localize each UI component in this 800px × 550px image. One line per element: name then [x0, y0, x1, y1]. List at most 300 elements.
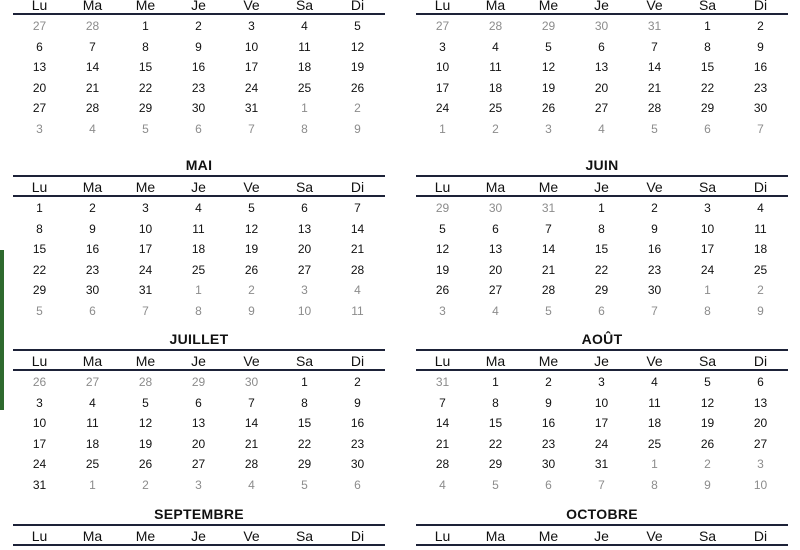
day-cell: 28	[244, 457, 259, 472]
day-cell: 20	[594, 80, 609, 95]
adjacent-month-day: 6	[89, 304, 96, 318]
day-cell: 21	[435, 436, 450, 451]
day-cell: 9	[354, 395, 361, 410]
day-cell: 13	[488, 242, 503, 257]
adjacent-month-day: 2	[354, 101, 361, 116]
weekday-label: Me	[538, 179, 559, 195]
day-cell: 23	[191, 80, 206, 95]
weekday-label: Ve	[646, 0, 663, 13]
adjacent-month-day: 4	[89, 122, 96, 136]
adjacent-month-day: 28	[488, 19, 503, 33]
adjacent-month-day: 7	[651, 304, 658, 318]
adjacent-month-day: 2	[492, 122, 499, 136]
day-cell: 14	[85, 60, 100, 75]
day-cell: 15	[700, 60, 715, 75]
day-cell: 28	[85, 101, 100, 116]
day-cell: 13	[32, 60, 47, 75]
weekday-label: Je	[594, 353, 609, 369]
day-cell: 4	[757, 201, 764, 215]
day-cell: 13	[297, 221, 312, 236]
adjacent-month-day: 8	[195, 304, 202, 318]
adjacent-month-day: 3	[545, 122, 552, 136]
adjacent-month-day: 6	[545, 478, 552, 492]
adjacent-month-day: 5	[651, 122, 658, 136]
adjacent-month-day: 27	[435, 19, 450, 33]
day-cell: 5	[439, 221, 446, 236]
day-cell: 17	[435, 80, 450, 95]
day-cell: 11	[754, 221, 767, 236]
day-cell: 23	[350, 436, 365, 451]
day-cell: 10	[138, 221, 153, 236]
day-cell: 25	[85, 457, 100, 472]
day-cell: 5	[545, 39, 552, 54]
day-cell: 5	[704, 375, 711, 389]
weekday-label: Lu	[434, 353, 451, 369]
day-cell: 15	[32, 242, 47, 257]
weekday-label: Di	[350, 179, 365, 195]
day-cell: 18	[191, 242, 206, 257]
adjacent-month-day: 2	[142, 478, 149, 492]
weekday-header	[13, 524, 385, 546]
day-cell: 8	[704, 39, 711, 54]
day-cell: 27	[191, 457, 206, 472]
weekday-label: Ve	[243, 528, 260, 544]
adjacent-month-day: 5	[492, 478, 499, 492]
day-cell: 23	[647, 262, 662, 277]
day-cell: 9	[651, 221, 658, 236]
adjacent-month-day: 7	[598, 478, 605, 492]
day-cell: 21	[647, 80, 662, 95]
day-cell: 10	[594, 395, 609, 410]
weekday-label: Di	[350, 0, 365, 13]
day-cell: 6	[36, 39, 43, 54]
weekday-header	[416, 524, 788, 546]
day-cell: 12	[435, 242, 450, 257]
day-cell: 21	[541, 262, 556, 277]
day-cell: 26	[700, 436, 715, 451]
day-cell: 30	[350, 457, 365, 472]
day-cell: 1	[36, 201, 43, 215]
adjacent-month-day: 27	[85, 375, 100, 389]
day-cell: 26	[435, 283, 450, 298]
day-cell: 25	[297, 80, 312, 95]
adjacent-month-day: 31	[541, 201, 556, 215]
day-cell: 25	[488, 101, 503, 116]
weekday-label: Ma	[485, 0, 506, 13]
day-cell: 29	[488, 457, 503, 472]
adjacent-month-day: 4	[248, 478, 255, 492]
weekday-label: Ma	[485, 528, 506, 544]
day-cell: 28	[647, 101, 662, 116]
day-cell: 30	[647, 283, 662, 298]
adjacent-month-day: 2	[757, 283, 764, 298]
day-cell: 3	[598, 375, 605, 389]
day-cell: 3	[704, 201, 711, 215]
day-cell: 11	[489, 60, 502, 75]
day-cell: 13	[753, 395, 768, 410]
day-cell: 14	[647, 60, 662, 75]
month-title: MAI	[185, 157, 213, 173]
month-title: SEPTEMBRE	[154, 506, 244, 522]
adjacent-month-day: 27	[32, 19, 47, 33]
day-cell: 20	[191, 436, 206, 451]
adjacent-month-day: 3	[757, 457, 764, 472]
day-cell: 9	[757, 39, 764, 54]
adjacent-month-day: 8	[651, 478, 658, 492]
day-cell: 24	[138, 262, 153, 277]
day-cell: 24	[244, 80, 259, 95]
day-cell: 11	[192, 221, 205, 236]
day-cell: 28	[435, 457, 450, 472]
day-cell: 22	[32, 262, 47, 277]
day-cell: 18	[647, 416, 662, 431]
adjacent-month-day: 5	[36, 304, 43, 318]
day-cell: 13	[594, 60, 609, 75]
day-cell: 30	[85, 283, 100, 298]
weekday-label: Di	[753, 353, 768, 369]
day-cell: 8	[492, 395, 499, 410]
day-cell: 5	[248, 201, 255, 215]
day-cell: 2	[354, 375, 361, 389]
weekday-label: Ve	[243, 0, 260, 13]
day-cell: 16	[85, 242, 100, 257]
day-cell: 7	[89, 39, 96, 54]
day-cell: 6	[492, 221, 499, 236]
adjacent-month-day: 1	[195, 283, 202, 298]
adjacent-month-day: 1	[439, 122, 446, 136]
day-cell: 22	[700, 80, 715, 95]
weekday-label: Sa	[698, 353, 717, 369]
day-cell: 14	[244, 416, 259, 431]
day-cell: 1	[301, 375, 308, 389]
day-cell: 25	[647, 436, 662, 451]
weekday-header	[13, 349, 385, 371]
day-cell: 28	[350, 262, 365, 277]
day-cell: 10	[435, 60, 450, 75]
adjacent-month-day: 4	[598, 122, 605, 136]
day-cell: 27	[594, 101, 609, 116]
day-cell: 3	[439, 39, 446, 54]
weekday-label: Lu	[434, 0, 451, 13]
day-cell: 22	[138, 80, 153, 95]
day-cell: 6	[195, 395, 202, 410]
day-cell: 25	[191, 262, 206, 277]
adjacent-month-day: 10	[753, 478, 768, 492]
day-cell: 4	[195, 201, 202, 215]
day-cell: 20	[488, 262, 503, 277]
day-cell: 20	[297, 242, 312, 257]
adjacent-month-day: 5	[545, 304, 552, 318]
adjacent-month-day: 28	[85, 19, 100, 33]
weekday-header	[13, 175, 385, 197]
day-cell: 18	[85, 436, 100, 451]
day-cell: 15	[594, 242, 609, 257]
adjacent-month-day: 3	[301, 283, 308, 298]
day-cell: 16	[191, 60, 206, 75]
weekday-header	[416, 0, 788, 15]
day-cell: 16	[350, 416, 365, 431]
adjacent-month-day: 6	[354, 478, 361, 492]
weekday-header	[416, 175, 788, 197]
weekday-header	[13, 0, 385, 15]
adjacent-month-day: 2	[704, 457, 711, 472]
day-cell: 23	[541, 436, 556, 451]
day-cell: 12	[244, 221, 259, 236]
day-cell: 31	[138, 283, 153, 298]
day-cell: 29	[138, 101, 153, 116]
day-cell: 4	[492, 39, 499, 54]
day-cell: 24	[32, 457, 47, 472]
day-cell: 15	[488, 416, 503, 431]
day-cell: 26	[138, 457, 153, 472]
adjacent-month-day: 1	[704, 283, 711, 298]
adjacent-month-day: 1	[89, 478, 96, 492]
adjacent-month-day: 11	[351, 304, 364, 318]
weekday-label: Me	[538, 0, 559, 13]
weekday-label: Di	[350, 353, 365, 369]
weekday-label: Me	[538, 528, 559, 544]
day-cell: 19	[138, 436, 153, 451]
adjacent-month-day: 10	[297, 304, 312, 318]
adjacent-month-day: 3	[195, 478, 202, 492]
day-cell: 2	[195, 19, 202, 33]
day-cell: 30	[191, 101, 206, 116]
adjacent-month-day: 4	[354, 283, 361, 298]
day-cell: 7	[439, 395, 446, 410]
day-cell: 18	[297, 60, 312, 75]
weekday-label: Je	[594, 528, 609, 544]
adjacent-month-day: 7	[757, 122, 764, 136]
day-cell: 31	[32, 478, 47, 492]
weekday-label: Me	[538, 353, 559, 369]
day-cell: 11	[86, 416, 99, 431]
weekday-label: Me	[135, 353, 156, 369]
day-cell: 22	[594, 262, 609, 277]
weekday-header	[416, 349, 788, 371]
adjacent-month-day: 9	[757, 304, 764, 318]
weekday-label: Je	[191, 0, 206, 13]
day-cell: 16	[753, 60, 768, 75]
day-cell: 14	[350, 221, 365, 236]
day-cell: 29	[700, 101, 715, 116]
weekday-label: Lu	[31, 353, 48, 369]
day-cell: 4	[301, 19, 308, 33]
day-cell: 2	[89, 201, 96, 215]
weekday-label: Sa	[698, 0, 717, 13]
adjacent-month-day: 2	[248, 283, 255, 298]
weekday-label: Ve	[243, 353, 260, 369]
adjacent-month-day: 4	[439, 478, 446, 492]
day-cell: 10	[700, 221, 715, 236]
adjacent-month-day: 30	[594, 19, 609, 33]
day-cell: 24	[700, 262, 715, 277]
adjacent-month-day: 6	[598, 304, 605, 318]
day-cell: 7	[651, 39, 658, 54]
weekday-label: Sa	[295, 528, 314, 544]
day-cell: 12	[350, 39, 365, 54]
adjacent-month-day: 3	[36, 122, 43, 136]
day-cell: 6	[598, 39, 605, 54]
day-cell: 26	[244, 262, 259, 277]
adjacent-month-day: 7	[142, 304, 149, 318]
adjacent-month-day: 30	[488, 201, 503, 215]
adjacent-month-day: 5	[142, 122, 149, 136]
adjacent-month-day: 1	[301, 101, 308, 116]
weekday-label: Ve	[646, 528, 663, 544]
adjacent-month-day: 29	[191, 375, 206, 389]
day-cell: 14	[541, 242, 556, 257]
day-cell: 26	[350, 80, 365, 95]
day-cell: 17	[244, 60, 259, 75]
weekday-label: Je	[594, 0, 609, 13]
day-cell: 24	[594, 436, 609, 451]
weekday-label: Je	[191, 179, 206, 195]
adjacent-month-day: 9	[354, 122, 361, 136]
adjacent-month-day: 6	[195, 122, 202, 136]
day-cell: 22	[488, 436, 503, 451]
day-cell: 23	[85, 262, 100, 277]
day-cell: 16	[647, 242, 662, 257]
day-cell: 17	[138, 242, 153, 257]
adjacent-month-day: 5	[301, 478, 308, 492]
day-cell: 11	[648, 395, 661, 410]
month-title: JUIN	[585, 157, 619, 173]
day-cell: 29	[594, 283, 609, 298]
day-cell: 7	[545, 221, 552, 236]
day-cell: 1	[704, 19, 711, 33]
day-cell: 21	[350, 242, 365, 257]
day-cell: 8	[598, 221, 605, 236]
day-cell: 15	[297, 416, 312, 431]
weekday-label: Me	[135, 528, 156, 544]
day-cell: 8	[36, 221, 43, 236]
weekday-label: Lu	[31, 528, 48, 544]
day-cell: 29	[297, 457, 312, 472]
weekday-label: Di	[753, 528, 768, 544]
adjacent-month-day: 3	[439, 304, 446, 318]
weekday-label: Ma	[485, 353, 506, 369]
adjacent-month-day: 30	[244, 375, 259, 389]
day-cell: 12	[700, 395, 715, 410]
adjacent-month-day: 9	[248, 304, 255, 318]
adjacent-month-day: 31	[647, 19, 662, 33]
day-cell: 21	[244, 436, 259, 451]
day-cell: 8	[301, 395, 308, 410]
day-cell: 18	[753, 242, 768, 257]
day-cell: 28	[541, 283, 556, 298]
weekday-label: Sa	[698, 179, 717, 195]
adjacent-month-day: 31	[435, 375, 450, 389]
day-cell: 30	[753, 101, 768, 116]
day-cell: 1	[598, 201, 605, 215]
weekday-label: Sa	[698, 528, 717, 544]
day-cell: 23	[753, 80, 768, 95]
weekday-label: Ma	[82, 179, 103, 195]
day-cell: 6	[301, 201, 308, 215]
day-cell: 10	[244, 39, 259, 54]
month-title: JUILLET	[169, 331, 229, 347]
month-title: AOÛT	[581, 331, 623, 347]
weekday-label: Ma	[485, 179, 506, 195]
day-cell: 5	[142, 395, 149, 410]
day-cell: 3	[248, 19, 255, 33]
weekday-label: Me	[135, 179, 156, 195]
adjacent-month-day: 26	[32, 375, 47, 389]
day-cell: 3	[142, 201, 149, 215]
day-cell: 19	[435, 262, 450, 277]
day-cell: 10	[32, 416, 47, 431]
weekday-label: Je	[191, 528, 206, 544]
adjacent-month-day: 7	[248, 122, 255, 136]
weekday-label: Di	[753, 179, 768, 195]
weekday-label: Lu	[31, 179, 48, 195]
day-cell: 27	[32, 101, 47, 116]
day-cell: 19	[350, 60, 365, 75]
day-cell: 4	[651, 375, 658, 389]
weekday-label: Ma	[82, 528, 103, 544]
adjacent-month-day: 28	[138, 375, 153, 389]
day-cell: 17	[32, 436, 47, 451]
weekday-label: Ma	[82, 0, 103, 13]
day-cell: 27	[488, 283, 503, 298]
adjacent-month-day: 29	[541, 19, 556, 33]
adjacent-month-day: 4	[492, 304, 499, 318]
day-cell: 15	[138, 60, 153, 75]
day-cell: 25	[753, 262, 768, 277]
day-cell: 20	[753, 416, 768, 431]
weekday-label: Je	[191, 353, 206, 369]
weekday-label: Sa	[295, 353, 314, 369]
day-cell: 12	[541, 60, 556, 75]
day-cell: 4	[89, 395, 96, 410]
weekday-label: Ma	[82, 353, 103, 369]
day-cell: 7	[354, 201, 361, 215]
day-cell: 30	[541, 457, 556, 472]
day-cell: 9	[195, 39, 202, 54]
day-cell: 19	[541, 80, 556, 95]
weekday-label: Di	[350, 528, 365, 544]
day-cell: 27	[753, 436, 768, 451]
day-cell: 24	[435, 101, 450, 116]
day-cell: 14	[435, 416, 450, 431]
adjacent-month-day: 8	[301, 122, 308, 136]
day-cell: 1	[492, 375, 499, 389]
day-cell: 8	[142, 39, 149, 54]
adjacent-month-day: 8	[704, 304, 711, 318]
weekday-label: Sa	[295, 179, 314, 195]
day-cell: 2	[545, 375, 552, 389]
month-title: OCTOBRE	[566, 506, 638, 522]
day-cell: 7	[248, 395, 255, 410]
day-cell: 9	[545, 395, 552, 410]
day-cell: 17	[700, 242, 715, 257]
day-cell: 18	[488, 80, 503, 95]
weekday-label: Ve	[646, 179, 663, 195]
day-cell: 27	[297, 262, 312, 277]
weekday-label: Ve	[243, 179, 260, 195]
left-edge-stripe	[0, 250, 4, 410]
day-cell: 21	[85, 80, 100, 95]
day-cell: 1	[142, 19, 149, 33]
day-cell: 31	[244, 101, 259, 116]
day-cell: 22	[297, 436, 312, 451]
day-cell: 6	[757, 375, 764, 389]
day-cell: 13	[191, 416, 206, 431]
day-cell: 19	[700, 416, 715, 431]
day-cell: 2	[651, 201, 658, 215]
day-cell: 31	[594, 457, 609, 472]
day-cell: 9	[89, 221, 96, 236]
